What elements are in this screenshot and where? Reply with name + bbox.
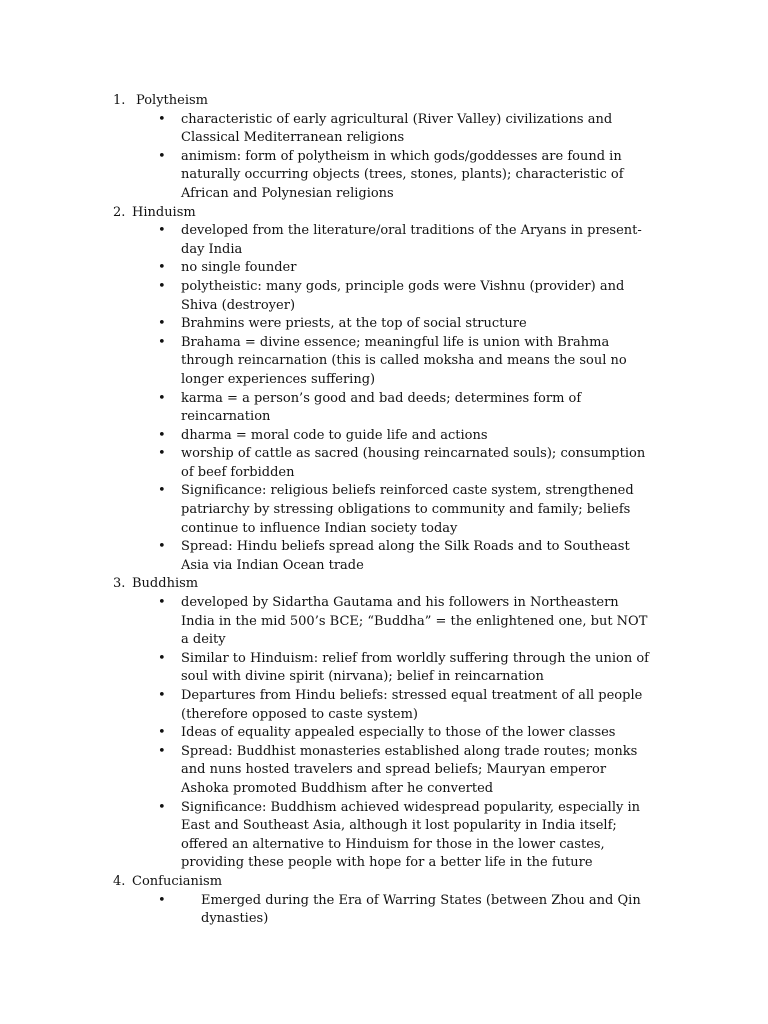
section-number: 3. [113,576,126,592]
bullet-icon: • [158,539,166,555]
bullet-list [0,892,768,929]
bullet-icon: • [158,799,166,815]
section-title: Polytheism [136,93,208,108]
bullet-icon: • [158,427,166,443]
bullet-list [0,222,768,575]
list-item-text: worship of cattle as sacred (housing reincarnated souls); consumption of beef forbidden [181,446,646,480]
bullet-icon: • [158,650,166,666]
list-item-text: developed from the literature/oral traditions of the Aryans in present-day India [181,223,642,257]
list-item-text: Similar to Hinduism: relief from worldly suffering through the union of soul with divine spirit (nirvana); belief in reincarnation [181,650,649,685]
bullet-icon: • [158,334,166,350]
list-item [0,724,768,743]
bullet-icon: • [158,743,166,759]
list-item [0,445,768,482]
section-heading [0,575,768,594]
list-item-text: Spread: Buddhist monasteries established along trade routes; monks and nuns hosted travelers and spread beliefs; Mauryan emperor Ashoka promoted Buddhism after he converted [181,743,638,796]
list-item-text: developed by Sidartha Gautama and his followers in Northeastern India in the mid 500’s BCE; “Buddha” = the enlightened one, but NOT a deity [181,595,648,648]
list-item-text: Brahama = divine essence; meaningful life is union with Brahma through reincarnation (this is called moksha and means the soul no longer experiences suffering) [181,334,627,387]
list-item-text: karma = a person’s good and bad deeds; determines form of reincarnation [181,390,582,425]
list-item-text: animism: form of polytheism in which gods/goddesses are found in naturally occurring objects (trees, stones, plants); characteristic of African and Polynesian religions [181,148,624,201]
list-item [0,278,768,315]
list-item-text: Emerged during the Era of Warring States (between Zhou and Qin dynasties) [201,892,641,927]
outline-list [0,92,768,929]
section-title: Hinduism [132,204,196,220]
bullet-icon: • [158,111,166,127]
list-item-text: no single founder [181,260,297,276]
section-title: Buddhism [132,576,199,592]
section-buddhism [0,575,768,873]
list-item-text: polytheistic: many gods, principle gods were Vishnu (provider) and Shiva (destroyer) [181,278,625,313]
section-number: 2. [113,204,126,220]
section-title: Confucianism [132,873,223,889]
bullet-icon: • [158,483,166,499]
bullet-icon: • [158,278,166,294]
bullet-icon: • [158,595,166,611]
list-item [0,259,768,278]
list-item [0,482,768,538]
bullet-icon: • [158,390,166,406]
list-item-text: Spread: Hindu beliefs spread along the Silk Roads and to Southeast Asia via Indian Ocean trade [181,539,630,573]
section-number: 4. [113,873,126,889]
section-polytheism [0,92,768,204]
list-item [0,315,768,334]
bullet-icon: • [158,223,166,239]
list-item [0,799,768,873]
list-item-text: Departures from Hindu beliefs: stressed equal treatment of all people (therefore opposed to caste system) [181,688,643,722]
list-item [0,427,768,446]
section-heading [0,204,768,223]
list-item-text: Significance: Buddhism achieved widespread popularity, especially in East and Southeast Asia, although it lost popularity in India itself; offered an alternative to Hinduism for those in the lower castes, providing these people with hope for a better life in the future [181,799,640,871]
list-item [0,111,768,148]
list-item [0,594,768,650]
list-item [0,892,768,929]
list-item-text: Brahmins were priests, at the top of social structure [181,316,527,332]
bullet-icon: • [158,260,166,276]
list-item-text: Significance: religious beliefs reinforced caste system, strengthened patriarchy by stressing obligations to community and family; beliefs continue to influence Indian society today [181,483,634,536]
bullet-icon: • [158,148,166,164]
list-item [0,650,768,687]
list-item [0,222,768,259]
list-item-text: Ideas of equality appealed especially to those of the lower classes [181,725,616,741]
list-item-text: characteristic of early agricultural (River Valley) civilizations and Classical Mediterranean religions [181,111,613,146]
bullet-list [0,111,768,204]
list-item [0,687,768,724]
section-heading [0,92,768,111]
list-item [0,538,768,575]
section-heading [0,873,768,892]
bullet-icon: • [158,892,166,908]
list-item [0,390,768,427]
section-confucianism [0,873,768,929]
section-hinduism [0,204,768,576]
list-item [0,334,768,390]
bullet-icon: • [158,688,166,703]
list-item [0,148,768,204]
list-item [0,743,768,799]
bullet-icon: • [158,446,166,462]
bullet-icon: • [158,316,166,332]
list-item-text: dharma = moral code to guide life and actions [181,427,488,443]
section-number: 1. [113,93,126,108]
bullet-list [0,594,768,873]
bullet-icon: • [158,725,166,741]
